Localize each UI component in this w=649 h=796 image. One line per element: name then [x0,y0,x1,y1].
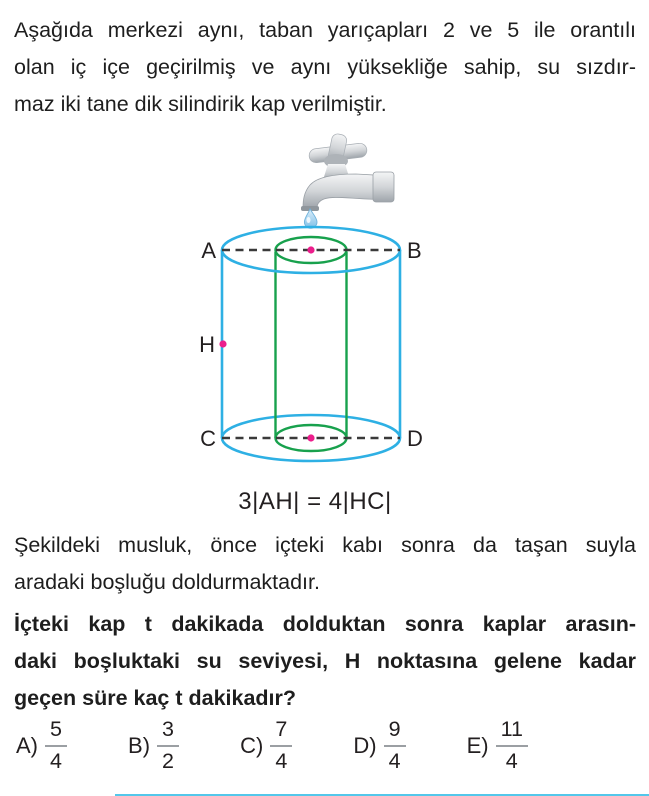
option-fraction [157,717,179,775]
question-text [14,606,636,717]
intro-line: maz iki tane dik silindirik kap verilmiştir. [14,92,387,116]
question-line: geçen süre kaç t dakikadır? [14,686,297,710]
option-letter: C) [240,733,264,758]
fraction-numerator: 9 [388,717,401,742]
droplet-highlight [307,217,311,223]
intro-line: olan iç içe geçirilmiş ve aynı yüksekliğe sahip, su sızdır- [14,55,636,79]
cylinder-figure [170,130,470,475]
dashed-diameters [222,250,400,438]
point-label-h: H [199,332,215,357]
point-label-d: D [407,426,423,451]
outer-cylinder [222,250,400,461]
option-d [353,717,405,775]
option-b [128,717,179,775]
bottom-center-dot [307,434,314,441]
option-a [16,717,67,775]
option-fraction [496,717,528,775]
fraction-denominator: 2 [157,745,179,775]
intro-line: Aşağıda merkezi aynı, taban yarıçapları 2 ve 5 ile orantılı [14,18,636,42]
option-letter: B) [128,733,151,758]
option-fraction [45,717,67,775]
water-drop-icon [304,209,317,228]
inner-cylinder [276,237,347,451]
fraction-numerator: 7 [275,717,288,742]
fraction-denominator: 4 [496,745,528,775]
point-label-b: B [407,238,422,263]
description-line: Şekildeki musluk, önce içteki kabı sonra da taşan suyla [14,533,636,557]
option-letter: E) [466,733,489,758]
intro-paragraph [14,12,636,123]
option-fraction [384,717,406,775]
top-center-dot [307,246,314,253]
option-c [240,717,292,775]
fraction-denominator: 4 [384,745,406,775]
fraction-denominator: 4 [45,745,67,775]
question-line: İçteki kap t dakikada dolduktan sonra kaplar arasın- [14,612,636,636]
answer-options [16,710,528,782]
fraction-numerator: 3 [162,717,175,742]
option-letter: D) [353,733,377,758]
faucet-icon [301,133,394,211]
option-e [467,717,528,775]
question-line: daki boşluktaki su seviyesi, H noktasına gelene kadar [14,649,636,673]
marker-dots [219,246,314,441]
fraction-numerator: 5 [50,717,62,742]
fraction-denominator: 4 [270,745,292,775]
option-letter: A) [16,733,38,758]
cylinder-diagram [170,130,470,475]
point-label-c: C [200,426,216,451]
point-h-dot [219,340,226,347]
figure-equation: 3|AH| = 4|HC| [238,488,392,515]
point-label-a: A [201,238,216,263]
option-fraction [270,717,292,775]
description-paragraph [14,527,636,601]
description-line: aradaki boşluğu doldurmaktadır. [14,570,320,594]
fraction-numerator: 11 [500,717,523,742]
